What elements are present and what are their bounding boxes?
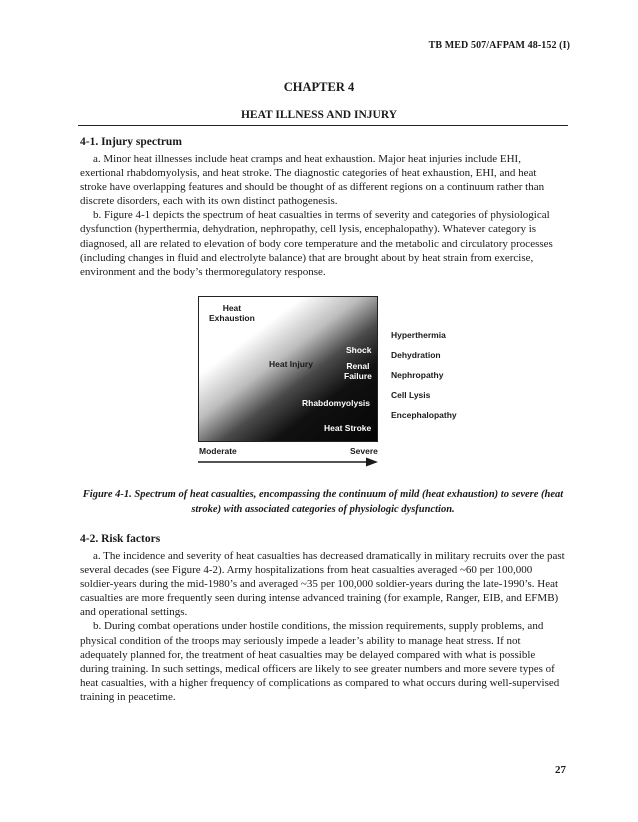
chapter-number: CHAPTER 4 xyxy=(283,80,355,94)
figure-label-rhabdomyolysis: Rhabdomyolysis xyxy=(302,398,371,408)
severity-arrow-icon xyxy=(198,456,380,468)
chapter-title: HEAT ILLNESS AND INJURY xyxy=(240,109,398,121)
section-heading-risk-factors: 4-2. Risk factors xyxy=(80,533,161,545)
category-dehydration: Dehydration xyxy=(391,350,441,360)
figure-label-heat-stroke: Heat Stroke xyxy=(324,423,372,433)
figure-caption: Figure 4-1. Spectrum of heat casualties, encompassing the continuum of mild (heat exhaustion) to severe (heat stroke) with associated categories of physiologic dysfunction. xyxy=(82,489,564,515)
paragraph-4-1-b: b. Figure 4-1 depicts the spectrum of heat casualties in terms of severity and categories of physiological dysfunction (hyperthermia, dehydration, nephropathy, cell lysis, encephalopathy). Whatever category is diagnosed, all are related to elevation of body core temperature and the metabolic and circulatory processes (including changes in fluid and electrolyte balance) that are brought about by heat strain from exercise, environment and the body’s thermoregulatory response. xyxy=(80,209,553,278)
figure-label-heat-injury: Heat Injury xyxy=(269,359,313,369)
section-heading-injury-spectrum: 4-1. Injury spectrum xyxy=(80,136,182,148)
heat-casualty-spectrum-figure xyxy=(198,296,378,442)
figure-label-heat-exhaustion: Heat Exhaustion xyxy=(209,303,255,323)
category-hyperthermia: Hyperthermia xyxy=(391,330,446,340)
figure-label-renal-failure: Renal Failure xyxy=(344,361,372,381)
category-nephropathy: Nephropathy xyxy=(391,370,444,380)
section-body-risk-factors xyxy=(80,549,566,704)
axis-label-severe: Severe xyxy=(350,446,378,456)
page-number: 27 xyxy=(555,764,566,776)
category-cell-lysis: Cell Lysis xyxy=(391,390,431,400)
paragraph-4-1-a: a. Minor heat illnesses include heat cramps and heat exhaustion. Major heat injuries include EHI, exertional rhabdomyolysis, and heat stroke. The diagnostic categories of heat exhaustion, EHI, and heat stroke have overlapping features and should be thought of as different regions on a continuum rather than discrete disorders, each with its own distinct pathogenesis. xyxy=(80,153,545,208)
section-body-injury-spectrum xyxy=(80,152,566,279)
chapter-rule xyxy=(78,125,568,126)
paragraph-4-2-a: a. The incidence and severity of heat casualties has decreased dramatically in military recruits over the past several decades (see Figure 4-2). Army hospitalizations from heat casualties averaged ~60 per 100,000 soldier-years during the mid-1980’s and averaged ~35 per 100,000 soldier-years during the late-1990’s. Heat casualties are more frequently seen during intense advanced training (for example, Ranger, EIB, and EFMB) and operational settings. xyxy=(80,550,565,619)
document-id: TB MED 507/AFPAM 48-152 (I) xyxy=(428,40,570,51)
axis-label-moderate: Moderate xyxy=(199,446,237,456)
category-encephalopathy: Encephalopathy xyxy=(391,410,457,420)
paragraph-4-2-b: b. During combat operations under hostile conditions, the mission requirements, supply problems, and physical condition of the troops may seriously impede a leader’s ability to manage heat stress. If not adequately planned for, the treatment of heat casualties may be delayed compared with what is possible during training. In such settings, medical officers are likely to see greater numbers and more severe types of heat casualties, with a higher frequency of complications as compared to what occurs during well-supervised training in peacetime. xyxy=(80,620,560,703)
figure-label-shock: Shock xyxy=(346,345,372,355)
